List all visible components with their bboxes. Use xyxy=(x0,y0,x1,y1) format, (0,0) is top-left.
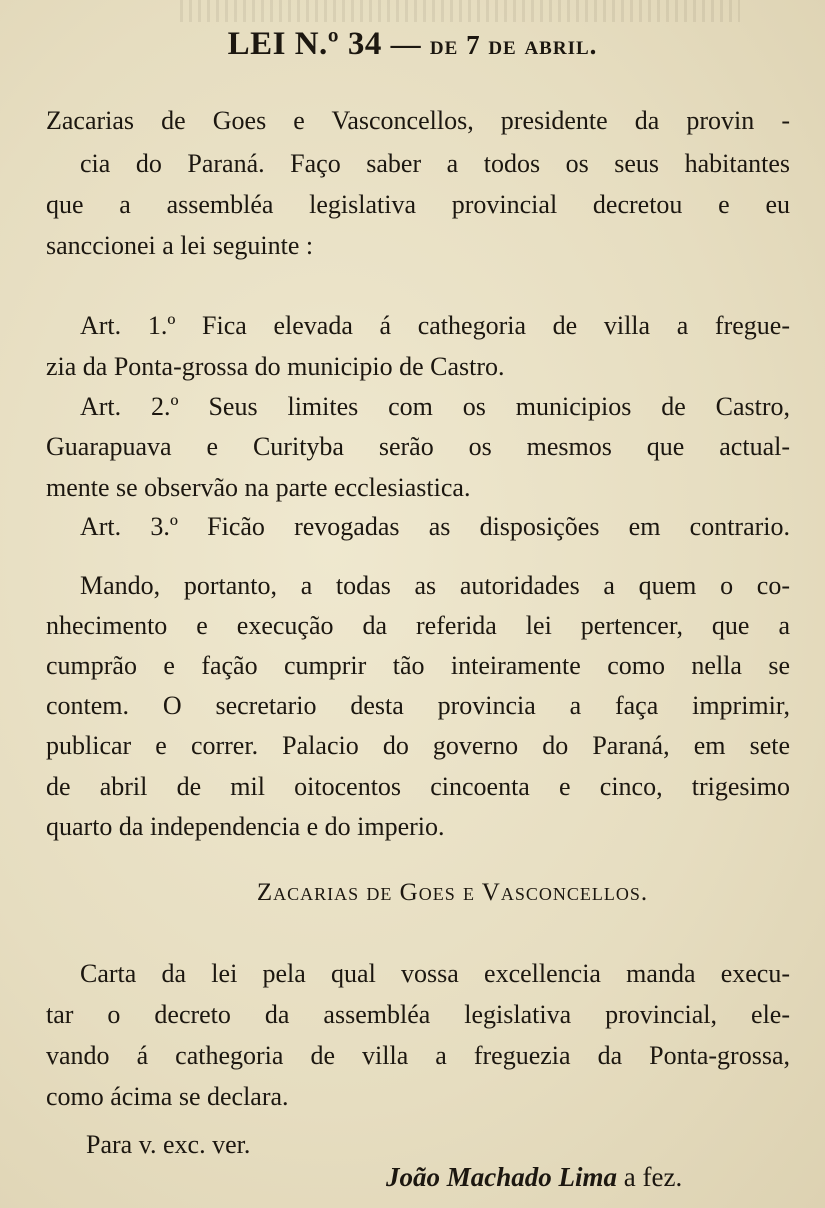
carta-line: Carta da lei pela qual vossa excellencia manda execu- xyxy=(80,959,790,988)
article-line: mente se observão na parte ecclesiastica. xyxy=(46,473,471,502)
mandate-line: cumprão e fação cumprir tão inteiramente como nella se xyxy=(46,651,790,680)
law-number: LEI N.º 34 xyxy=(227,26,382,62)
carta-line: vando á cathegoria de villa a freguezia da Ponta-grossa, xyxy=(46,1041,790,1070)
article-line: Art. 3.º Ficão revogadas as disposições em contrario. xyxy=(80,512,790,541)
scribe-name: João Machado Lima xyxy=(386,1162,618,1192)
bleed-through-text xyxy=(180,0,740,22)
article-line: Art. 2.º Seus limites com os municipios de Castro, xyxy=(80,392,790,421)
title-dash: — xyxy=(390,28,422,61)
preamble-line: cia do Paraná. Faço saber a todos os seus habitantes xyxy=(80,149,790,178)
mandate-line: de abril de mil oitocentos cincoenta e cinco, trigesimo xyxy=(46,772,790,801)
preamble-line: Zacarias de Goes e Vasconcellos, presidente da provin - xyxy=(46,106,790,135)
scribe-suffix: a fez. xyxy=(617,1162,683,1192)
law-title xyxy=(0,26,825,63)
closing-line: Para v. exc. ver. xyxy=(86,1130,251,1159)
mandate-line: quarto da independencia e do imperio. xyxy=(46,812,445,841)
mandate-line: contem. O secretario desta provincia a faça imprimir, xyxy=(46,691,790,720)
scribe-signature xyxy=(386,1162,682,1193)
carta-line: tar o decreto da assembléa legislativa provincial, ele- xyxy=(46,1000,790,1029)
law-date: de 7 de abril. xyxy=(429,30,598,60)
article-line: Art. 1.º Fica elevada á cathegoria de villa a fregue- xyxy=(80,311,790,340)
preamble-line: sanccionei a lei seguinte : xyxy=(46,231,314,260)
carta-line: como ácima se declara. xyxy=(46,1082,289,1111)
mandate-line: nhecimento e execução da referida lei pertencer, que a xyxy=(46,611,790,640)
article-line: zia da Ponta-grossa do municipio de Castro. xyxy=(46,352,505,381)
mandate-line: Mando, portanto, a todas as autoridades a quem o co- xyxy=(80,571,790,600)
governor-signature: Zacarias de Goes e Vasconcellos. xyxy=(256,879,649,906)
mandate-line: publicar e correr. Palacio do governo do Paraná, em sete xyxy=(46,731,790,760)
article-line: Guarapuava e Curityba serão os mesmos que actual- xyxy=(46,432,790,461)
preamble-line: que a assembléa legislativa provincial decretou e eu xyxy=(46,190,790,219)
